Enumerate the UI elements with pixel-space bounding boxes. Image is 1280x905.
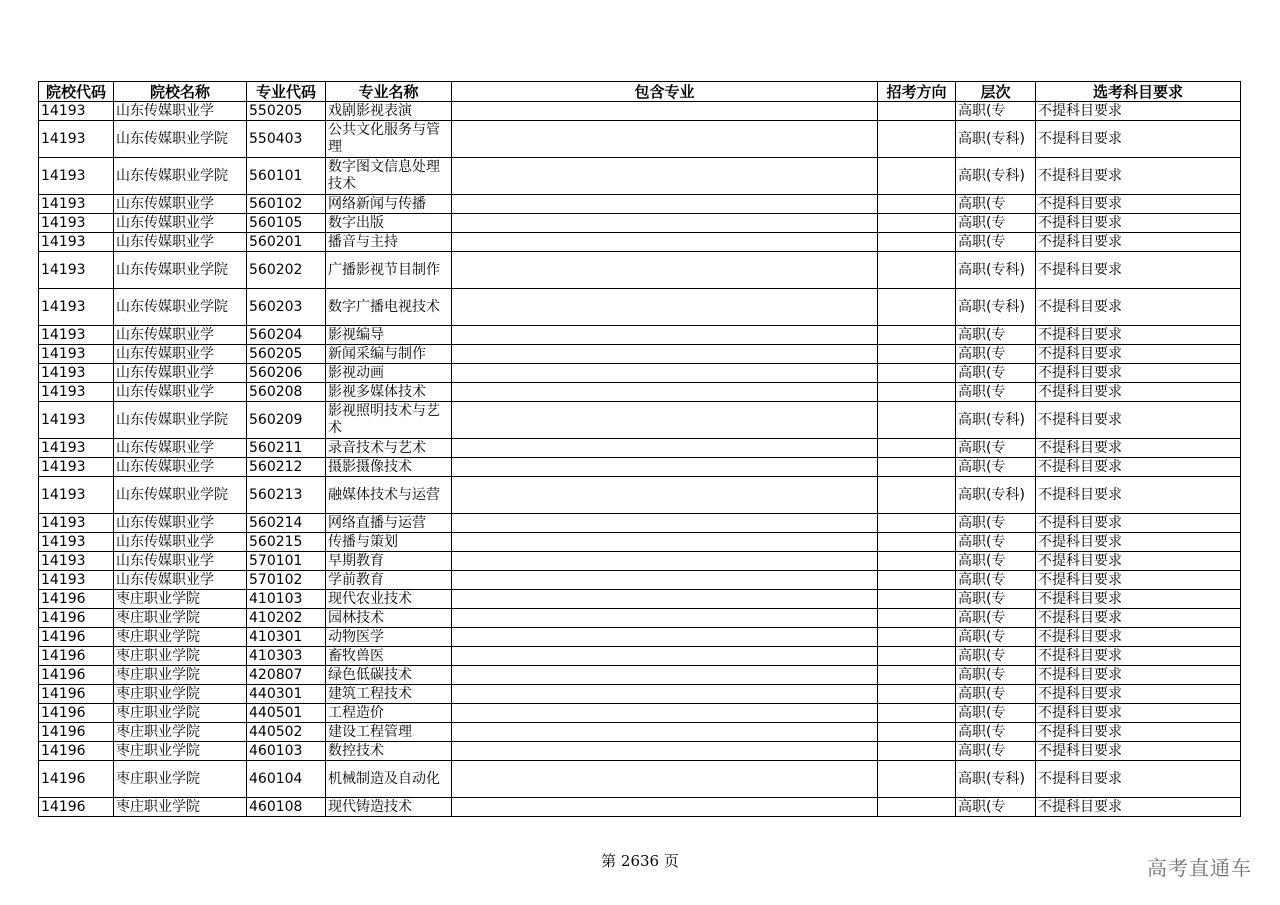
cell-included-majors bbox=[452, 233, 878, 252]
cell-level: 高职(专 bbox=[956, 364, 1036, 383]
cell-subject-requirement: 不提科目要求 bbox=[1036, 477, 1241, 514]
cell-subject-requirement: 不提科目要求 bbox=[1036, 666, 1241, 685]
cell-direction bbox=[878, 233, 956, 252]
cell-major-code: 560102 bbox=[247, 195, 326, 214]
cell-school-name: 山东传媒职业学 bbox=[114, 439, 247, 458]
cell-major-name: 影视照明技术与艺术 bbox=[326, 402, 452, 439]
table-row bbox=[39, 742, 1241, 761]
cell-level: 高职(专 bbox=[956, 458, 1036, 477]
table-row bbox=[39, 364, 1241, 383]
cell-level: 高职(专 bbox=[956, 326, 1036, 345]
table-row bbox=[39, 533, 1241, 552]
cell-major-name: 数字出版 bbox=[326, 214, 452, 233]
cell-included-majors bbox=[452, 552, 878, 571]
cell-school-name: 山东传媒职业学 bbox=[114, 458, 247, 477]
cell-major-name: 影视编导 bbox=[326, 326, 452, 345]
cell-major-code: 420807 bbox=[247, 666, 326, 685]
cell-school-code: 14193 bbox=[39, 383, 114, 402]
cell-school-name: 枣庄职业学院 bbox=[114, 609, 247, 628]
table-row bbox=[39, 383, 1241, 402]
cell-direction bbox=[878, 666, 956, 685]
cell-subject-requirement: 不提科目要求 bbox=[1036, 761, 1241, 798]
cell-subject-requirement: 不提科目要求 bbox=[1036, 233, 1241, 252]
cell-school-name: 山东传媒职业学院 bbox=[114, 158, 247, 195]
table-row bbox=[39, 439, 1241, 458]
cell-major-name: 录音技术与艺术 bbox=[326, 439, 452, 458]
table-row bbox=[39, 590, 1241, 609]
cell-subject-requirement: 不提科目要求 bbox=[1036, 628, 1241, 647]
cell-included-majors bbox=[452, 402, 878, 439]
cell-major-code: 560214 bbox=[247, 514, 326, 533]
table-row bbox=[39, 214, 1241, 233]
cell-major-name: 摄影摄像技术 bbox=[326, 458, 452, 477]
cell-major-name: 网络新闻与传播 bbox=[326, 195, 452, 214]
cell-school-code: 14196 bbox=[39, 723, 114, 742]
cell-major-code: 410103 bbox=[247, 590, 326, 609]
cell-major-code: 460108 bbox=[247, 798, 326, 817]
table-row bbox=[39, 798, 1241, 817]
cell-school-name: 枣庄职业学院 bbox=[114, 666, 247, 685]
cell-subject-requirement: 不提科目要求 bbox=[1036, 571, 1241, 590]
cell-school-name: 枣庄职业学院 bbox=[114, 704, 247, 723]
cell-major-code: 560202 bbox=[247, 252, 326, 289]
cell-school-name: 枣庄职业学院 bbox=[114, 742, 247, 761]
cell-subject-requirement: 不提科目要求 bbox=[1036, 723, 1241, 742]
table-row bbox=[39, 685, 1241, 704]
cell-school-code: 14193 bbox=[39, 458, 114, 477]
table-row bbox=[39, 609, 1241, 628]
cell-subject-requirement: 不提科目要求 bbox=[1036, 345, 1241, 364]
cell-school-name: 山东传媒职业学 bbox=[114, 383, 247, 402]
cell-major-name: 数字广播电视技术 bbox=[326, 289, 452, 326]
cell-major-code: 440502 bbox=[247, 723, 326, 742]
table-row bbox=[39, 458, 1241, 477]
cell-direction bbox=[878, 158, 956, 195]
cell-direction bbox=[878, 252, 956, 289]
cell-direction bbox=[878, 383, 956, 402]
table-row bbox=[39, 158, 1241, 195]
cell-school-code: 14196 bbox=[39, 704, 114, 723]
cell-major-code: 410202 bbox=[247, 609, 326, 628]
cell-level: 高职(专 bbox=[956, 742, 1036, 761]
cell-level: 高职(专 bbox=[956, 345, 1036, 364]
cell-school-name: 山东传媒职业学 bbox=[114, 233, 247, 252]
cell-major-code: 440301 bbox=[247, 685, 326, 704]
table-row bbox=[39, 723, 1241, 742]
cell-level: 高职(专科) bbox=[956, 121, 1036, 158]
cell-major-code: 410303 bbox=[247, 647, 326, 666]
cell-direction bbox=[878, 590, 956, 609]
cell-direction bbox=[878, 798, 956, 817]
cell-included-majors bbox=[452, 742, 878, 761]
cell-major-name: 早期教育 bbox=[326, 552, 452, 571]
cell-school-code: 14193 bbox=[39, 552, 114, 571]
cell-level: 高职(专科) bbox=[956, 252, 1036, 289]
cell-included-majors bbox=[452, 252, 878, 289]
cell-major-code: 560212 bbox=[247, 458, 326, 477]
cell-school-name: 山东传媒职业学 bbox=[114, 195, 247, 214]
cell-school-name: 山东传媒职业学 bbox=[114, 214, 247, 233]
cell-major-name: 融媒体技术与运营 bbox=[326, 477, 452, 514]
cell-subject-requirement: 不提科目要求 bbox=[1036, 458, 1241, 477]
cell-subject-requirement: 不提科目要求 bbox=[1036, 402, 1241, 439]
cell-school-code: 14196 bbox=[39, 685, 114, 704]
cell-level: 高职(专 bbox=[956, 704, 1036, 723]
cell-level: 高职(专 bbox=[956, 233, 1036, 252]
cell-major-code: 410301 bbox=[247, 628, 326, 647]
header-school-code: 院校代码 bbox=[39, 82, 114, 102]
cell-school-code: 14193 bbox=[39, 252, 114, 289]
cell-school-name: 山东传媒职业学 bbox=[114, 364, 247, 383]
table-row bbox=[39, 647, 1241, 666]
cell-school-code: 14193 bbox=[39, 533, 114, 552]
cell-major-name: 公共文化服务与管理 bbox=[326, 121, 452, 158]
table-row bbox=[39, 628, 1241, 647]
cell-school-code: 14193 bbox=[39, 214, 114, 233]
cell-school-name: 山东传媒职业学 bbox=[114, 514, 247, 533]
cell-school-code: 14196 bbox=[39, 666, 114, 685]
cell-major-name: 数控技术 bbox=[326, 742, 452, 761]
cell-school-code: 14193 bbox=[39, 345, 114, 364]
cell-direction bbox=[878, 647, 956, 666]
cell-subject-requirement: 不提科目要求 bbox=[1036, 214, 1241, 233]
cell-direction bbox=[878, 609, 956, 628]
cell-school-code: 14196 bbox=[39, 628, 114, 647]
cell-school-code: 14193 bbox=[39, 514, 114, 533]
cell-direction bbox=[878, 102, 956, 121]
cell-school-code: 14193 bbox=[39, 195, 114, 214]
cell-included-majors bbox=[452, 628, 878, 647]
cell-school-code: 14196 bbox=[39, 609, 114, 628]
cell-subject-requirement: 不提科目要求 bbox=[1036, 364, 1241, 383]
cell-subject-requirement: 不提科目要求 bbox=[1036, 552, 1241, 571]
cell-school-name: 枣庄职业学院 bbox=[114, 723, 247, 742]
cell-included-majors bbox=[452, 158, 878, 195]
cell-level: 高职(专 bbox=[956, 214, 1036, 233]
cell-included-majors bbox=[452, 326, 878, 345]
cell-school-name: 山东传媒职业学 bbox=[114, 571, 247, 590]
cell-school-name: 山东传媒职业学院 bbox=[114, 121, 247, 158]
cell-major-name: 播音与主持 bbox=[326, 233, 452, 252]
cell-school-code: 14193 bbox=[39, 102, 114, 121]
cell-school-code: 14193 bbox=[39, 571, 114, 590]
cell-major-code: 560203 bbox=[247, 289, 326, 326]
table-row bbox=[39, 345, 1241, 364]
cell-major-name: 现代农业技术 bbox=[326, 590, 452, 609]
cell-included-majors bbox=[452, 514, 878, 533]
table-row bbox=[39, 552, 1241, 571]
cell-school-name: 山东传媒职业学 bbox=[114, 533, 247, 552]
cell-school-name: 枣庄职业学院 bbox=[114, 798, 247, 817]
cell-included-majors bbox=[452, 647, 878, 666]
cell-major-code: 560105 bbox=[247, 214, 326, 233]
cell-subject-requirement: 不提科目要求 bbox=[1036, 252, 1241, 289]
cell-subject-requirement: 不提科目要求 bbox=[1036, 121, 1241, 158]
cell-major-code: 560101 bbox=[247, 158, 326, 195]
cell-level: 高职(专 bbox=[956, 666, 1036, 685]
cell-direction bbox=[878, 195, 956, 214]
cell-major-name: 建筑工程技术 bbox=[326, 685, 452, 704]
table-row bbox=[39, 195, 1241, 214]
table-row bbox=[39, 704, 1241, 723]
cell-level: 高职(专科) bbox=[956, 402, 1036, 439]
cell-major-name: 绿色低碳技术 bbox=[326, 666, 452, 685]
cell-subject-requirement: 不提科目要求 bbox=[1036, 514, 1241, 533]
cell-school-name: 枣庄职业学院 bbox=[114, 590, 247, 609]
cell-subject-requirement: 不提科目要求 bbox=[1036, 647, 1241, 666]
cell-direction bbox=[878, 533, 956, 552]
cell-major-name: 影视动画 bbox=[326, 364, 452, 383]
cell-major-name: 现代铸造技术 bbox=[326, 798, 452, 817]
cell-subject-requirement: 不提科目要求 bbox=[1036, 383, 1241, 402]
cell-school-name: 枣庄职业学院 bbox=[114, 761, 247, 798]
cell-major-code: 550205 bbox=[247, 102, 326, 121]
cell-major-code: 550403 bbox=[247, 121, 326, 158]
cell-direction bbox=[878, 289, 956, 326]
cell-level: 高职(专 bbox=[956, 195, 1036, 214]
header-subject-requirement: 选考科目要求 bbox=[1036, 82, 1241, 102]
cell-major-name: 工程造价 bbox=[326, 704, 452, 723]
table-row bbox=[39, 121, 1241, 158]
cell-level: 高职(专科) bbox=[956, 289, 1036, 326]
cell-school-code: 14193 bbox=[39, 121, 114, 158]
cell-subject-requirement: 不提科目要求 bbox=[1036, 742, 1241, 761]
cell-included-majors bbox=[452, 121, 878, 158]
cell-direction bbox=[878, 402, 956, 439]
cell-major-code: 560206 bbox=[247, 364, 326, 383]
cell-direction bbox=[878, 761, 956, 798]
cell-major-name: 影视多媒体技术 bbox=[326, 383, 452, 402]
cell-direction bbox=[878, 214, 956, 233]
cell-subject-requirement: 不提科目要求 bbox=[1036, 102, 1241, 121]
cell-subject-requirement: 不提科目要求 bbox=[1036, 326, 1241, 345]
cell-major-code: 460104 bbox=[247, 761, 326, 798]
cell-major-code: 560213 bbox=[247, 477, 326, 514]
cell-major-name: 动物医学 bbox=[326, 628, 452, 647]
cell-school-code: 14196 bbox=[39, 798, 114, 817]
cell-direction bbox=[878, 345, 956, 364]
cell-included-majors bbox=[452, 685, 878, 704]
table-row bbox=[39, 402, 1241, 439]
cell-direction bbox=[878, 477, 956, 514]
cell-level: 高职(专 bbox=[956, 552, 1036, 571]
cell-level: 高职(专 bbox=[956, 685, 1036, 704]
cell-school-code: 14193 bbox=[39, 439, 114, 458]
cell-school-code: 14193 bbox=[39, 233, 114, 252]
cell-included-majors bbox=[452, 102, 878, 121]
cell-major-code: 570102 bbox=[247, 571, 326, 590]
cell-level: 高职(专 bbox=[956, 723, 1036, 742]
cell-major-code: 560201 bbox=[247, 233, 326, 252]
cell-direction bbox=[878, 439, 956, 458]
cell-included-majors bbox=[452, 477, 878, 514]
cell-included-majors bbox=[452, 345, 878, 364]
cell-major-name: 网络直播与运营 bbox=[326, 514, 452, 533]
cell-school-code: 14196 bbox=[39, 761, 114, 798]
cell-school-name: 山东传媒职业学院 bbox=[114, 289, 247, 326]
cell-major-code: 460103 bbox=[247, 742, 326, 761]
cell-major-code: 560211 bbox=[247, 439, 326, 458]
table-row bbox=[39, 666, 1241, 685]
cell-level: 高职(专 bbox=[956, 439, 1036, 458]
cell-major-name: 数字图文信息处理技术 bbox=[326, 158, 452, 195]
cell-major-code: 560204 bbox=[247, 326, 326, 345]
cell-major-name: 广播影视节目制作 bbox=[326, 252, 452, 289]
cell-school-code: 14193 bbox=[39, 158, 114, 195]
cell-direction bbox=[878, 685, 956, 704]
cell-school-name: 山东传媒职业学 bbox=[114, 345, 247, 364]
cell-level: 高职(专 bbox=[956, 571, 1036, 590]
cell-school-code: 14196 bbox=[39, 590, 114, 609]
cell-major-name: 机械制造及自动化 bbox=[326, 761, 452, 798]
cell-level: 高职(专 bbox=[956, 590, 1036, 609]
cell-major-name: 建设工程管理 bbox=[326, 723, 452, 742]
cell-direction bbox=[878, 326, 956, 345]
cell-direction bbox=[878, 364, 956, 383]
header-major-name: 专业名称 bbox=[326, 82, 452, 102]
table-row bbox=[39, 761, 1241, 798]
cell-level: 高职(专 bbox=[956, 514, 1036, 533]
table-row bbox=[39, 326, 1241, 345]
cell-school-name: 枣庄职业学院 bbox=[114, 685, 247, 704]
cell-school-code: 14193 bbox=[39, 364, 114, 383]
cell-subject-requirement: 不提科目要求 bbox=[1036, 685, 1241, 704]
cell-major-name: 学前教育 bbox=[326, 571, 452, 590]
cell-included-majors bbox=[452, 761, 878, 798]
cell-subject-requirement: 不提科目要求 bbox=[1036, 609, 1241, 628]
cell-major-code: 560215 bbox=[247, 533, 326, 552]
cell-school-code: 14193 bbox=[39, 477, 114, 514]
table-body bbox=[39, 102, 1241, 817]
cell-subject-requirement: 不提科目要求 bbox=[1036, 590, 1241, 609]
cell-subject-requirement: 不提科目要求 bbox=[1036, 533, 1241, 552]
cell-school-name: 枣庄职业学院 bbox=[114, 628, 247, 647]
cell-direction bbox=[878, 628, 956, 647]
cell-major-code: 570101 bbox=[247, 552, 326, 571]
cell-subject-requirement: 不提科目要求 bbox=[1036, 289, 1241, 326]
cell-major-code: 560209 bbox=[247, 402, 326, 439]
table-row bbox=[39, 514, 1241, 533]
cell-school-name: 山东传媒职业学 bbox=[114, 102, 247, 121]
cell-subject-requirement: 不提科目要求 bbox=[1036, 195, 1241, 214]
header-included-majors: 包含专业 bbox=[452, 82, 878, 102]
cell-included-majors bbox=[452, 289, 878, 326]
admissions-table-sheet bbox=[38, 81, 1240, 817]
table-header-row bbox=[39, 82, 1241, 102]
cell-level: 高职(专 bbox=[956, 647, 1036, 666]
table-row bbox=[39, 233, 1241, 252]
table-row bbox=[39, 289, 1241, 326]
cell-level: 高职(专 bbox=[956, 102, 1036, 121]
cell-level: 高职(专 bbox=[956, 533, 1036, 552]
cell-school-code: 14196 bbox=[39, 742, 114, 761]
cell-included-majors bbox=[452, 609, 878, 628]
cell-major-name: 新闻采编与制作 bbox=[326, 345, 452, 364]
cell-direction bbox=[878, 514, 956, 533]
cell-school-name: 枣庄职业学院 bbox=[114, 647, 247, 666]
cell-school-name: 山东传媒职业学 bbox=[114, 552, 247, 571]
cell-included-majors bbox=[452, 571, 878, 590]
cell-included-majors bbox=[452, 704, 878, 723]
watermark-text: 高考直通车 bbox=[1147, 856, 1252, 880]
cell-subject-requirement: 不提科目要求 bbox=[1036, 439, 1241, 458]
cell-included-majors bbox=[452, 666, 878, 685]
cell-included-majors bbox=[452, 214, 878, 233]
cell-school-code: 14193 bbox=[39, 402, 114, 439]
header-level: 层次 bbox=[956, 82, 1036, 102]
cell-school-code: 14196 bbox=[39, 647, 114, 666]
header-major-code: 专业代码 bbox=[247, 82, 326, 102]
admissions-table bbox=[38, 81, 1241, 817]
cell-included-majors bbox=[452, 723, 878, 742]
cell-direction bbox=[878, 704, 956, 723]
cell-direction bbox=[878, 723, 956, 742]
cell-included-majors bbox=[452, 458, 878, 477]
cell-direction bbox=[878, 742, 956, 761]
cell-major-name: 传播与策划 bbox=[326, 533, 452, 552]
cell-major-code: 560208 bbox=[247, 383, 326, 402]
cell-subject-requirement: 不提科目要求 bbox=[1036, 798, 1241, 817]
cell-major-name: 畜牧兽医 bbox=[326, 647, 452, 666]
header-school-name: 院校名称 bbox=[114, 82, 247, 102]
cell-included-majors bbox=[452, 798, 878, 817]
table-row bbox=[39, 571, 1241, 590]
cell-included-majors bbox=[452, 364, 878, 383]
cell-direction bbox=[878, 552, 956, 571]
cell-school-name: 山东传媒职业学院 bbox=[114, 477, 247, 514]
cell-major-code: 440501 bbox=[247, 704, 326, 723]
cell-level: 高职(专科) bbox=[956, 158, 1036, 195]
cell-direction bbox=[878, 458, 956, 477]
cell-subject-requirement: 不提科目要求 bbox=[1036, 158, 1241, 195]
cell-included-majors bbox=[452, 195, 878, 214]
cell-school-name: 山东传媒职业学院 bbox=[114, 252, 247, 289]
cell-level: 高职(专科) bbox=[956, 761, 1036, 798]
cell-school-name: 山东传媒职业学 bbox=[114, 326, 247, 345]
cell-level: 高职(专 bbox=[956, 609, 1036, 628]
cell-level: 高职(专 bbox=[956, 628, 1036, 647]
table-row bbox=[39, 477, 1241, 514]
cell-school-name: 山东传媒职业学院 bbox=[114, 402, 247, 439]
cell-school-code: 14193 bbox=[39, 289, 114, 326]
cell-level: 高职(专 bbox=[956, 383, 1036, 402]
cell-level: 高职(专 bbox=[956, 798, 1036, 817]
table-row bbox=[39, 102, 1241, 121]
cell-subject-requirement: 不提科目要求 bbox=[1036, 704, 1241, 723]
cell-school-code: 14193 bbox=[39, 326, 114, 345]
cell-level: 高职(专科) bbox=[956, 477, 1036, 514]
table-row bbox=[39, 252, 1241, 289]
cell-direction bbox=[878, 121, 956, 158]
cell-major-name: 戏剧影视表演 bbox=[326, 102, 452, 121]
cell-major-code: 560205 bbox=[247, 345, 326, 364]
page-number: 第 2636 页 bbox=[601, 852, 679, 870]
cell-included-majors bbox=[452, 383, 878, 402]
cell-included-majors bbox=[452, 590, 878, 609]
cell-included-majors bbox=[452, 439, 878, 458]
cell-included-majors bbox=[452, 533, 878, 552]
header-direction: 招考方向 bbox=[878, 82, 956, 102]
cell-direction bbox=[878, 571, 956, 590]
cell-major-name: 园林技术 bbox=[326, 609, 452, 628]
